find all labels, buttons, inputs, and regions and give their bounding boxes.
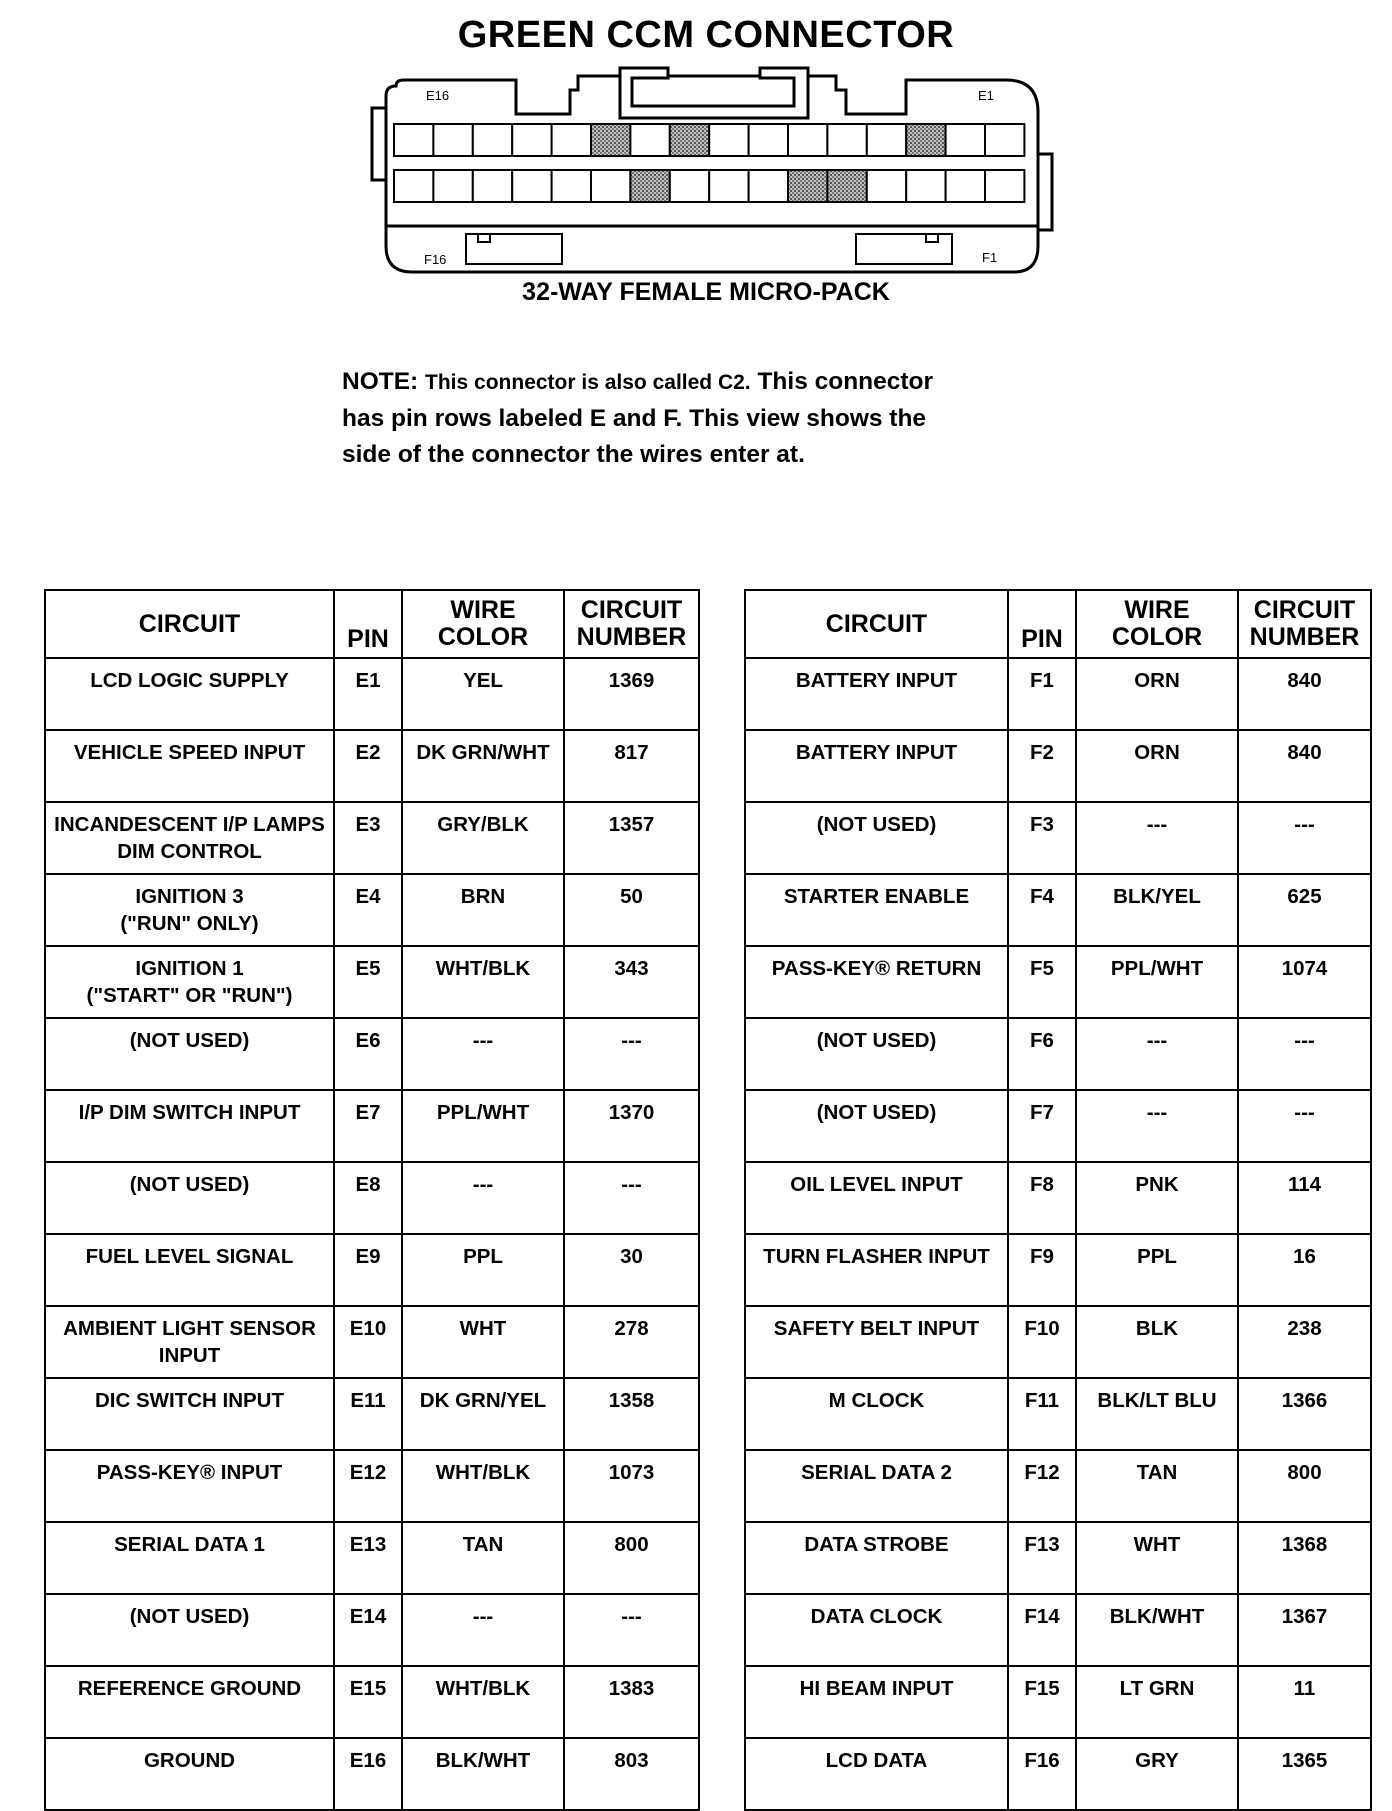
- wire-color-cell: PPL/WHT: [1076, 946, 1238, 1018]
- pin-cell: E4: [334, 874, 402, 946]
- header-wire-color: WIRE COLOR: [402, 590, 564, 658]
- table-row: [45, 874, 699, 946]
- circuit-name: FUEL LEVEL SIGNAL: [45, 1234, 334, 1306]
- wire-color-cell: ---: [402, 1162, 564, 1234]
- pin-cell: F7: [1008, 1090, 1076, 1162]
- wire-color-cell: BLK/WHT: [402, 1738, 564, 1810]
- pin-cell-f8: [709, 170, 748, 202]
- wire-color-cell: GRY/BLK: [402, 802, 564, 874]
- pin-table-f-row: [744, 589, 1372, 1811]
- table-row: [45, 946, 699, 1018]
- table-row: [745, 1594, 1371, 1666]
- table-row: [45, 1234, 699, 1306]
- table-row: [45, 802, 699, 874]
- pin-cell-f5: [827, 170, 866, 202]
- pin-cell-e4: [867, 124, 906, 156]
- pin-cell: E15: [334, 1666, 402, 1738]
- circuit-name: I/P DIM SWITCH INPUT: [45, 1090, 334, 1162]
- pin-cell: F6: [1008, 1018, 1076, 1090]
- pin-cell-f7: [749, 170, 788, 202]
- circuit-number-cell: ---: [564, 1594, 699, 1666]
- pin-cell: F13: [1008, 1522, 1076, 1594]
- circuit-number-cell: 1365: [1238, 1738, 1371, 1810]
- pin-cell: F8: [1008, 1162, 1076, 1234]
- wire-color-cell: BLK/LT BLU: [1076, 1378, 1238, 1450]
- pin-cell: F2: [1008, 730, 1076, 802]
- note-label: NOTE:: [342, 368, 419, 395]
- header-circuit: CIRCUIT: [45, 590, 334, 658]
- circuit-number-cell: 1369: [564, 658, 699, 730]
- pin-cell-f12: [552, 170, 591, 202]
- wire-color-cell: GRY: [1076, 1738, 1238, 1810]
- circuit-name: AMBIENT LIGHT SENSOR INPUT: [45, 1306, 334, 1378]
- header-circuit-number: CIRCUIT NUMBER: [564, 590, 699, 658]
- circuit-name: BATTERY INPUT: [745, 730, 1008, 802]
- circuit-number-cell: 238: [1238, 1306, 1371, 1378]
- circuit-name: SAFETY BELT INPUT: [745, 1306, 1008, 1378]
- pin-row-e: [394, 124, 1024, 156]
- wire-color-cell: TAN: [1076, 1450, 1238, 1522]
- pin-cell-f4: [867, 170, 906, 202]
- connector-right-tab: [1038, 154, 1052, 230]
- table-row: [45, 1378, 699, 1450]
- table-row: [45, 1306, 699, 1378]
- wire-color-cell: ORN: [1076, 658, 1238, 730]
- table-row: [45, 730, 699, 802]
- circuit-number-cell: 278: [564, 1306, 699, 1378]
- wire-color-cell: TAN: [402, 1522, 564, 1594]
- circuit-number-cell: 1368: [1238, 1522, 1371, 1594]
- table-row: [45, 1594, 699, 1666]
- circuit-number-cell: 800: [1238, 1450, 1371, 1522]
- wire-color-cell: PPL: [1076, 1234, 1238, 1306]
- table-row: [745, 874, 1371, 946]
- circuit-name: (NOT USED): [45, 1018, 334, 1090]
- table-row: [745, 1450, 1371, 1522]
- table-row: [745, 1018, 1371, 1090]
- circuit-number-cell: 1367: [1238, 1594, 1371, 1666]
- table-row: [745, 946, 1371, 1018]
- header-pin: PIN: [334, 590, 402, 658]
- circuit-number-cell: 1357: [564, 802, 699, 874]
- wire-color-cell: BLK: [1076, 1306, 1238, 1378]
- circuit-name: (NOT USED): [45, 1162, 334, 1234]
- pin-cell: F12: [1008, 1450, 1076, 1522]
- circuit-number-cell: 1074: [1238, 946, 1371, 1018]
- pin-cell-f13: [512, 170, 551, 202]
- pin-cell: E2: [334, 730, 402, 802]
- pin-cell-f14: [473, 170, 512, 202]
- circuit-name: BATTERY INPUT: [745, 658, 1008, 730]
- wire-color-cell: PNK: [1076, 1162, 1238, 1234]
- circuit-number-cell: 343: [564, 946, 699, 1018]
- circuit-number-cell: 803: [564, 1738, 699, 1810]
- pin-cell: E1: [334, 658, 402, 730]
- circuit-name: PASS-KEY® RETURN: [745, 946, 1008, 1018]
- circuit-number-cell: ---: [1238, 1018, 1371, 1090]
- table-row: [45, 1666, 699, 1738]
- circuit-number-cell: 114: [1238, 1162, 1371, 1234]
- circuit-name: SERIAL DATA 1: [45, 1522, 334, 1594]
- circuit-number-cell: ---: [1238, 1090, 1371, 1162]
- pin-cell-e1: [985, 124, 1024, 156]
- pin-cell: E7: [334, 1090, 402, 1162]
- table-row: [745, 1306, 1371, 1378]
- pin-cell-f6: [788, 170, 827, 202]
- wire-color-cell: PPL: [402, 1234, 564, 1306]
- pin-cell: F3: [1008, 802, 1076, 874]
- wire-color-cell: ---: [1076, 802, 1238, 874]
- wire-color-cell: ---: [1076, 1018, 1238, 1090]
- circuit-name: (NOT USED): [745, 802, 1008, 874]
- note-line2: has pin rows labeled E and F. This view shows the: [342, 405, 927, 432]
- table-row: [745, 1738, 1371, 1810]
- wire-color-cell: PPL/WHT: [402, 1090, 564, 1162]
- pin-cell-e15: [433, 124, 472, 156]
- pin-cell: F11: [1008, 1378, 1076, 1450]
- pin-cell-f11: [591, 170, 630, 202]
- note-line1-rest: This connector: [757, 368, 934, 395]
- pin-cell: E16: [334, 1738, 402, 1810]
- circuit-name: IGNITION 1 ("START" OR "RUN"): [45, 946, 334, 1018]
- circuit-number-cell: ---: [1238, 802, 1371, 874]
- wire-color-cell: WHT/BLK: [402, 946, 564, 1018]
- circuit-name: IGNITION 3 ("RUN" ONLY): [45, 874, 334, 946]
- circuit-number-cell: 817: [564, 730, 699, 802]
- pin-cell-f1: [985, 170, 1024, 202]
- table-row: [745, 1090, 1371, 1162]
- pin-cell-e13: [512, 124, 551, 156]
- pin-cell: E5: [334, 946, 402, 1018]
- table-row: [745, 1666, 1371, 1738]
- circuit-name: DATA CLOCK: [745, 1594, 1008, 1666]
- wire-color-cell: WHT/BLK: [402, 1450, 564, 1522]
- circuit-number-cell: 800: [564, 1522, 699, 1594]
- wire-color-cell: WHT: [402, 1306, 564, 1378]
- pin-cell: F5: [1008, 946, 1076, 1018]
- circuit-name: HI BEAM INPUT: [745, 1666, 1008, 1738]
- wire-color-cell: ---: [402, 1018, 564, 1090]
- wire-color-cell: ---: [402, 1594, 564, 1666]
- table-row: [45, 1522, 699, 1594]
- wire-color-cell: WHT/BLK: [402, 1666, 564, 1738]
- pin-cell: E14: [334, 1594, 402, 1666]
- wire-color-cell: YEL: [402, 658, 564, 730]
- pin-cell-f9: [670, 170, 709, 202]
- table-row: [745, 1378, 1371, 1450]
- circuit-name: STARTER ENABLE: [745, 874, 1008, 946]
- label-f16: F16: [424, 252, 447, 267]
- table-row: [45, 658, 699, 730]
- connector-diagram: [366, 66, 1066, 280]
- table-row: [45, 1450, 699, 1522]
- circuit-name: M CLOCK: [745, 1378, 1008, 1450]
- circuit-number-cell: 16: [1238, 1234, 1371, 1306]
- pin-cell-f3: [906, 170, 945, 202]
- pin-cell-f10: [630, 170, 669, 202]
- header-pin: PIN: [1008, 590, 1076, 658]
- pin-cell: E12: [334, 1450, 402, 1522]
- circuit-name: TURN FLASHER INPUT: [745, 1234, 1008, 1306]
- circuit-number-cell: 11: [1238, 1666, 1371, 1738]
- label-f1: F1: [982, 250, 998, 265]
- pin-cell-e6: [788, 124, 827, 156]
- table-row: [745, 1234, 1371, 1306]
- pin-cell: F1: [1008, 658, 1076, 730]
- connector-left-tab: [372, 108, 386, 180]
- table-row: [45, 1162, 699, 1234]
- circuit-name: INCANDESCENT I/P LAMPS DIM CONTROL: [45, 802, 334, 874]
- circuit-name: OIL LEVEL INPUT: [745, 1162, 1008, 1234]
- pin-row-f: [394, 170, 1024, 202]
- connector-type: 32-WAY FEMALE MICRO-PACK: [522, 278, 890, 306]
- table-row: [745, 658, 1371, 730]
- pin-cell: F15: [1008, 1666, 1076, 1738]
- wire-color-cell: BRN: [402, 874, 564, 946]
- circuit-name: GROUND: [45, 1738, 334, 1810]
- circuit-number-cell: 840: [1238, 658, 1371, 730]
- circuit-name: VEHICLE SPEED INPUT: [45, 730, 334, 802]
- pin-cell-f15: [433, 170, 472, 202]
- pin-cell: F10: [1008, 1306, 1076, 1378]
- circuit-name: DIC SWITCH INPUT: [45, 1378, 334, 1450]
- pin-cell-e3: [906, 124, 945, 156]
- circuit-number-cell: 625: [1238, 874, 1371, 946]
- wire-color-cell: ---: [1076, 1090, 1238, 1162]
- circuit-number-cell: 50: [564, 874, 699, 946]
- pin-cell-e5: [827, 124, 866, 156]
- circuit-number-cell: 1358: [564, 1378, 699, 1450]
- wire-color-cell: ORN: [1076, 730, 1238, 802]
- pin-cell: F16: [1008, 1738, 1076, 1810]
- pin-cell-f2: [946, 170, 985, 202]
- pin-cell: F9: [1008, 1234, 1076, 1306]
- table-row: [745, 730, 1371, 802]
- pin-cell: E10: [334, 1306, 402, 1378]
- pin-cell-e2: [946, 124, 985, 156]
- circuit-name: (NOT USED): [745, 1018, 1008, 1090]
- circuit-number-cell: 840: [1238, 730, 1371, 802]
- pin-cell: E9: [334, 1234, 402, 1306]
- pin-cell-e14: [473, 124, 512, 156]
- pin-cell: E3: [334, 802, 402, 874]
- pin-cell: E11: [334, 1378, 402, 1450]
- circuit-number-cell: 1370: [564, 1090, 699, 1162]
- header-wire-color: WIRE COLOR: [1076, 590, 1238, 658]
- pin-cell-e16: [394, 124, 433, 156]
- wire-color-cell: DK GRN/YEL: [402, 1378, 564, 1450]
- table-row: [45, 1090, 699, 1162]
- circuit-name: REFERENCE GROUND: [45, 1666, 334, 1738]
- circuit-number-cell: ---: [564, 1162, 699, 1234]
- header-circuit-number: CIRCUIT NUMBER: [1238, 590, 1371, 658]
- circuit-number-cell: ---: [564, 1018, 699, 1090]
- pin-table-e-row: [44, 589, 700, 1811]
- key-slot-left: [466, 234, 562, 264]
- circuit-number-cell: 1366: [1238, 1378, 1371, 1450]
- table-row: [745, 1162, 1371, 1234]
- pin-cell-e10: [630, 124, 669, 156]
- wire-color-cell: DK GRN/WHT: [402, 730, 564, 802]
- circuit-name: SERIAL DATA 2: [745, 1450, 1008, 1522]
- pin-cell: E6: [334, 1018, 402, 1090]
- circuit-number-cell: 30: [564, 1234, 699, 1306]
- pin-cell-f16: [394, 170, 433, 202]
- table-row: [745, 1522, 1371, 1594]
- table-row: [45, 1738, 699, 1810]
- table-row: [745, 802, 1371, 874]
- label-e1: E1: [978, 88, 994, 103]
- page-title: GREEN CCM CONNECTOR: [457, 14, 955, 56]
- wire-color-cell: BLK/YEL: [1076, 874, 1238, 946]
- label-e16: E16: [426, 88, 450, 103]
- note-text: [342, 364, 1062, 473]
- header-circuit: CIRCUIT: [745, 590, 1008, 658]
- pin-cell: E8: [334, 1162, 402, 1234]
- circuit-name: (NOT USED): [45, 1594, 334, 1666]
- pin-cell: F14: [1008, 1594, 1076, 1666]
- pin-cell-e12: [552, 124, 591, 156]
- circuit-number-cell: 1073: [564, 1450, 699, 1522]
- circuit-number-cell: 1383: [564, 1666, 699, 1738]
- wire-color-cell: WHT: [1076, 1522, 1238, 1594]
- pin-cell: F4: [1008, 874, 1076, 946]
- table-row: [45, 1018, 699, 1090]
- note-line3: side of the connector the wires enter at.: [342, 441, 805, 468]
- note-line1-small: This connector is also called C2.: [425, 371, 751, 394]
- pin-cell-e9: [670, 124, 709, 156]
- pin-cell: E13: [334, 1522, 402, 1594]
- pin-cell-e8: [709, 124, 748, 156]
- pin-cell-e11: [591, 124, 630, 156]
- wire-color-cell: LT GRN: [1076, 1666, 1238, 1738]
- circuit-name: LCD LOGIC SUPPLY: [45, 658, 334, 730]
- circuit-name: (NOT USED): [745, 1090, 1008, 1162]
- circuit-name: DATA STROBE: [745, 1522, 1008, 1594]
- pin-cell-e7: [749, 124, 788, 156]
- wire-color-cell: BLK/WHT: [1076, 1594, 1238, 1666]
- circuit-name: LCD DATA: [745, 1738, 1008, 1810]
- circuit-name: PASS-KEY® INPUT: [45, 1450, 334, 1522]
